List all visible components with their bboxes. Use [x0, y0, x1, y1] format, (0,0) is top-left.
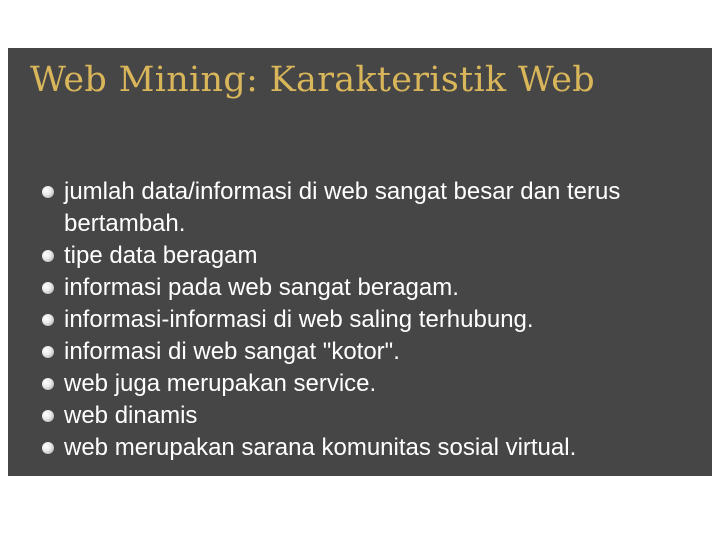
- bullet-dot-icon: [42, 378, 54, 390]
- bullet-dot-icon: [42, 442, 54, 454]
- bullet-text: informasi di web sangat "kotor".: [64, 338, 400, 365]
- bullet-dot-icon: [42, 250, 54, 262]
- bullet-item: [38, 336, 706, 368]
- bullet-text: informasi-informasi di web saling terhubung.: [64, 306, 534, 333]
- bullet-text: informasi pada web sangat beragam.: [64, 274, 459, 301]
- bullet-item: [38, 368, 706, 400]
- bullet-item: [38, 400, 706, 432]
- bullet-text: web dinamis: [64, 402, 198, 429]
- bullet-text: tipe data beragam: [64, 242, 258, 269]
- bullet-dot-icon: [42, 314, 54, 326]
- bullet-dot-icon: [42, 346, 54, 358]
- bullet-list: [38, 176, 706, 464]
- bullet-dot-icon: [42, 186, 54, 198]
- bullet-item: [38, 432, 706, 464]
- bullet-text: web merupakan sarana komunitas sosial virtual.: [64, 434, 577, 461]
- bullet-text: jumlah data/informasi di web sangat besar dan terus bertambah.: [64, 178, 621, 237]
- bullet-dot-icon: [42, 410, 54, 422]
- bullet-item: [38, 240, 706, 272]
- bullet-item: [38, 176, 706, 240]
- slide: [8, 48, 712, 476]
- bullet-item: [38, 304, 706, 336]
- bullet-dot-icon: [42, 282, 54, 294]
- bullet-text: web juga merupakan service.: [64, 370, 377, 397]
- bullet-item: [38, 272, 706, 304]
- slide-title: Web Mining: Karakteristik Web: [30, 60, 596, 100]
